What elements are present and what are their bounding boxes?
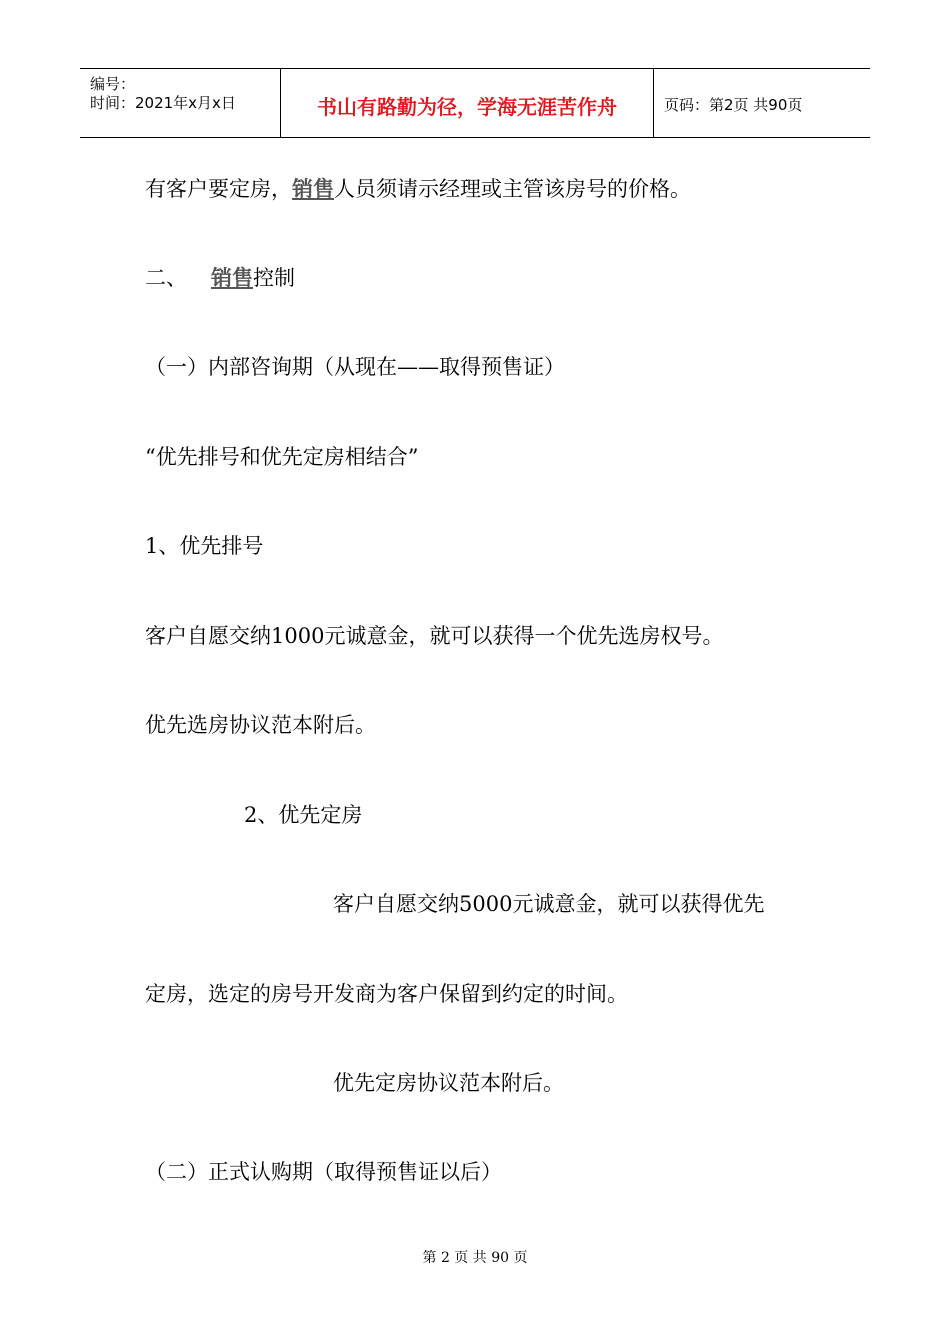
page-footer: 第 2 页 共 90 页 xyxy=(422,1250,528,1266)
item2-text-b: 定房，选定的房号开发商为客户保留到约定的时间。 xyxy=(145,982,628,1006)
header-meta-cell xyxy=(80,69,281,137)
subheading-2: （二）正式认购期（取得预售证以后） xyxy=(145,1160,502,1184)
section-number: 二、 xyxy=(145,266,187,290)
item1-note: 优先选房协议范本附后。 xyxy=(145,713,376,737)
item1-text: 客户自愿交纳1000元诚意金，就可以获得一个优先选房权号。 xyxy=(145,624,724,648)
header-page-info: 页码：第2页 共90页 xyxy=(664,96,803,114)
item2-note: 优先定房协议范本附后。 xyxy=(333,1071,564,1095)
text: 控制 xyxy=(253,266,295,290)
header-motto-cell xyxy=(281,69,654,137)
page-header xyxy=(80,68,870,138)
item1-heading: 1、优先排号 xyxy=(145,534,264,558)
paragraph-line1 xyxy=(145,173,691,203)
header-page-cell xyxy=(654,69,870,137)
keyword-link: 销售 xyxy=(211,265,253,290)
section-heading-2 xyxy=(145,262,295,292)
time-label: 时间：2021年x月x日 xyxy=(90,94,236,112)
text: 人员须请示经理或主管该房号的价格。 xyxy=(334,177,691,201)
item2-text-a: 客户自愿交纳5000元诚意金，就可以获得优先 xyxy=(333,892,765,916)
header-motto: 书山有路勤为径，学海无涯苦作舟 xyxy=(317,95,617,119)
item2-heading: 2、优先定房 xyxy=(244,803,363,827)
subheading-1: （一）内部咨询期（从现在——取得预售证） xyxy=(145,355,565,379)
keyword-link: 销售 xyxy=(292,176,334,201)
text: 有客户要定房， xyxy=(145,177,292,201)
serial-label: 编号： xyxy=(90,75,136,93)
quote-line: “优先排号和优先定房相结合” xyxy=(145,445,419,469)
